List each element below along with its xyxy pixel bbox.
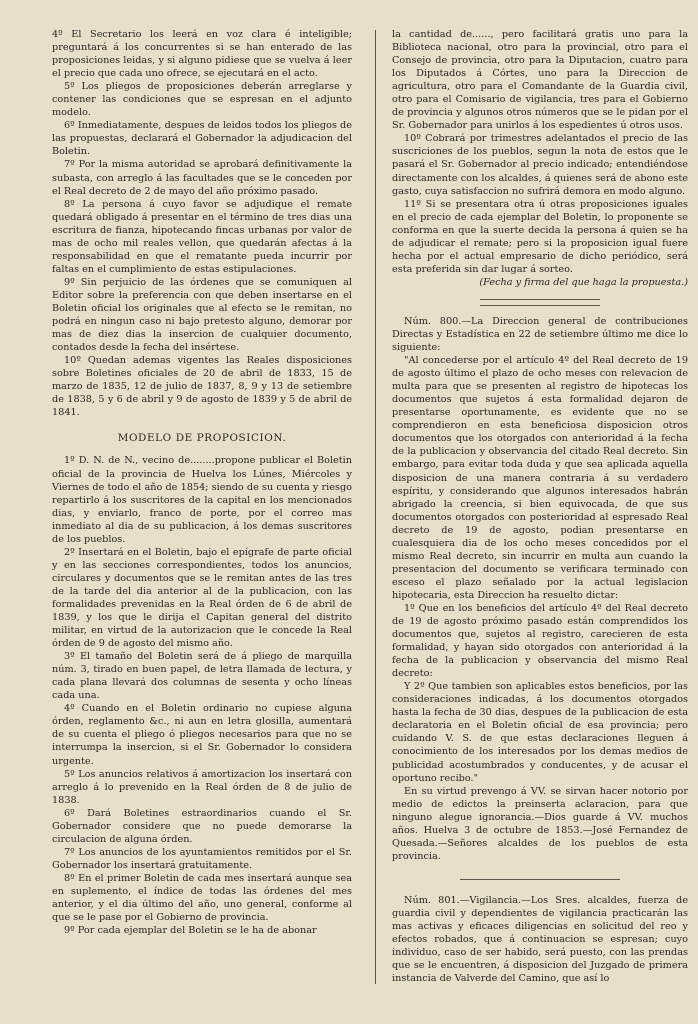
model-clause-11: 11º Si se presentara otra ú otras proposiciones iguales en el precio de cada ejemplar del Boletin, lo proponente se conforma en que la suerte decida la persona á quien se ha de adjudicar el remate; pero si la proposicion igual fuere hecha por el actual empresario de dicho periódico, será esta preferida sin dar lugar á sorteo. (392, 198, 688, 275)
notice-800-quote: "Al concederse por el artículo 4º del Real decreto de 19 de agosto último el plazo de ocho meses con relevacion de multa para que se presenten al registro de hipotecas los documentos que sujetos á esta formalidad dejaron de presentarse oportunamente, es evidente que no se comprendieron en esta beneficiosa disposicion otros documentos que los otorgados con anterioridad á la fecha de la publicacion y observancia del citado Real decreto. Sin embargo, para evitar toda duda y que sea aplicada aquella disposicion de una manera contraria á su verdadero espíritu, y considerando que algunos interesados habrán abrigado la creencia, si bien equivocada, de que sus documentos otorgados con posterioridad al espresado Real decreto de 19 de agosto, podian presentarse en cualesquiera dia de los ocho meses concedidos por el mismo Real decreto, sin incurrir en multa aun cuando la presentacion del documento se verificara terminado con esceso el plazo señalado por la actual legislacion hipotecaria, esta Direccion ha resuelto dictar: (392, 355, 688, 601)
clause-7: 7º Por la misma autoridad se aprobará definitivamente la subasta, con arreglo á las facultades que se le conceden por el Real decreto de 2 de mayo del año próximo pasado. (52, 159, 352, 197)
model-clause-3: 3º El tamaño del Boletin será de á pliego de marquilla núm. 3, tirado en buen papel, de letra llamada de lectura, y cada plana llevará dos columnas de sesenta y ocho líneas cada una. (52, 651, 352, 702)
notice-800-point-1: 1º Que en los beneficios del artículo 4º del Real decreto de 19 de agosto próximo pasado están comprendidos los documentos que, sujetos al registro, carecieren de esta formalidad, y hayan sido otorgados con anterioridad á la fecha de la publicacion y observancia del mismo Real decreto: (392, 602, 688, 680)
model-clause-7: 7º Los anuncios de los ayuntamientos remitidos por el Sr. Gobernador los insertará gratuitamente. (52, 846, 352, 871)
model-clause-2: 2º Insertará en el Boletin, bajo el epígrafe de parte oficial y en las secciones correspondientes, todos los anuncios, circulares y documentos que se le remitan antes de las tres de la tarde del dia anterior al de la publicacion, con las formalidades prevenidas en la Real órden de 6 de abril de 1839, y los que le dirija el Capitan general del distrito militar, en virtud de la autorizacion que le concede la Real órden de 9 de agosto del mismo año. (52, 546, 352, 650)
clause-5: 5º Los pliegos de proposiciones deberán arreglarse y contener las condiciones que se espresan en el adjunto modelo. (52, 81, 352, 119)
model-clause-5: 5º Los anuncios relativos á amortizacion los insertará con arreglo á lo prevenido en la Real órden de 8 de julio de 1838. (52, 768, 352, 806)
section-heading: MODELO DE PROPOSICION. (117, 432, 287, 445)
left-column (52, 28, 352, 1010)
model-clause-8: 8º En el primer Boletin de cada mes insertará aunque sea en suplemento, el índice de todas las órdenes del mes anterior, y el dia último del año, uno general, conforme al que se le pase por el Gobierno de provincia. (52, 872, 352, 924)
notice-800-closing: En su virtud prevengo á VV. se sirvan hacer notorio por medio de edictos la preinserta aclaracion, para que ninguno alegue ignorancia.—Dios guarde á VV. muchos años. Huelva 3 de octubre de 1853.—José Fernandez de Quesada.—Señores alcaldes de los pueblos de esta provincia. (392, 785, 688, 862)
clause-9-continuation: la cantidad de......, pero facilitará gratis uno para la Biblioteca nacional, otro para la provincial, otro para el Consejo de provincia, otro para la Diputacion, cuatro para los Diputados á Córtes, uno para la Direccion de agricultura, otro para el Comandante de la Guardia civil, otro para el Comisario de vigilancia, tres para el Gobierno de provincia y algunos otros números que se le pidan por el Sr. Gobernador para unirlos á los espedientes ú otros usos. (392, 29, 688, 132)
signature-line: (Fecha y firma del que haga la propuesta.) (479, 276, 688, 288)
clause-4: 4º El Secretario los leerá en voz clara é inteligible; preguntará á los concurrentes si se han enterado de las proposiciones leidas, y si alguno pidiese que se vuelva á leer el precio que cada uno ofrece, se ejecutará en el acto. (52, 29, 352, 80)
notice-800-intro: Núm. 800.—La Direccion general de contribuciones Directas y Estadística en 22 de setiembre último me dice lo siguiente: (392, 315, 688, 354)
notice-801: Núm. 801.—Vigilancia.—Los Sres. alcaldes, fuerza de guardia civil y dependientes de vigilancia practicarán las mas activas y eficaces diligencias en solicitud del reo y efectos robados, que á continuacion se espresan; cuyo individuo, caso de ser habido, será puesto, con las prendas que se le encuentren, á disposicion del Juzgado de primera instancia de Valverde del Camino, que así lo (392, 894, 688, 985)
model-clause-4: 4º Cuando en el Boletin ordinario no cupiese alguna órden, reglamento &c., ni aun en letra glosilla, aumentará de su cuenta el pliego ó pliegos necesarios para que no se interrumpa la insercion, si el Sr. Gobernador lo considera urgente. (52, 703, 352, 767)
model-clause-9: 9º Por cada ejemplar del Boletin se le ha de abonar (64, 925, 317, 937)
clause-10: 10º Quedan ademas vigentes las Reales disposiciones sobre Boletines oficiales de 20 de abril de 1833, 15 de marzo de 1835, 12 de julio de 1837, 8, 9 y 13 de setiembre de 1838, 5 y 6 de abril y 9 de agosto de 1839 y 5 de abril de 1841. (52, 355, 352, 419)
model-clause-10: 10º Cobrará por trimestres adelantados el precio de las suscriciones de los pueblos, segun la nota de estos que le pasará el Sr. Gobernador al precio indicado; entendiéndose directamente con los alcaldes, á quienes será de abono este gasto, cuya satisfaccion no sufrirá demora en modo alguno. (392, 133, 688, 197)
clause-9: 9º Sin perjuicio de las órdenes que se comuniquen al Editor sobre la preferencia con que deben insertarse en el Boletin oficial los originales que al efecto se le remitan, no podrá en ningun caso ni bajo pretesto alguno, demorar por mas de diez dias la insercion de cualquier documento, contados desde la fecha del insértese. (52, 276, 352, 354)
notice-800-point-2: Y 2º Que tambien son aplicables estos beneficios, por las consideraciones indicadas, á los documentos otorgados hasta la fecha de 30 dias, despues de la publicacion de esta declaratoria en el Boletin oficial de esa provincia; pero cuidando V. S. de que estas declaraciones lleguen á conocimiento de los interesados por los demas medios de publicidad acostumbrados y conducentes, y de acusar el oportuno recibo." (392, 681, 688, 784)
model-clause-1: 1º D. N. de N., vecino de........propone publicar el Boletin oficial de la provincia de Huelva los Lúnes, Miércoles y Viernes de todo el año de 1854; siendo de su cuenta y riesgo repartirlo á los suscritores de la capital en los mencionados dias, y enviarlo, franco de porte, por el correo mas inmediato al dia de su publicacion, á los demas suscritores de los pueblos. (52, 455, 352, 545)
notice-separator (460, 879, 620, 880)
model-clause-6: 6º Dará Boletines estraordinarios cuando el Sr. Gobernador considere que no puede demorarse la circulacion de alguna órden. (52, 807, 352, 845)
section-separator (480, 299, 600, 306)
column-rule (375, 30, 376, 984)
right-column (392, 28, 688, 1010)
clause-8: 8º La persona á cuyo favor se adjudique el remate quedará obligado á presentar en el término de tres dias una escritura de fianza, hipotecando fincas urbanas por valor de mas de ocho mil reales vellon, que quedarán afectas á la responsabilidad en que el rematante pueda incurrir por faltas en el cumplimiento de estas estipulaciones. (52, 198, 352, 275)
clause-6: 6º Inmediatamente, despues de leidos todos los pliegos de las propuestas, declarará el Gobernador la adjudicacion del Boletin. (52, 120, 352, 158)
